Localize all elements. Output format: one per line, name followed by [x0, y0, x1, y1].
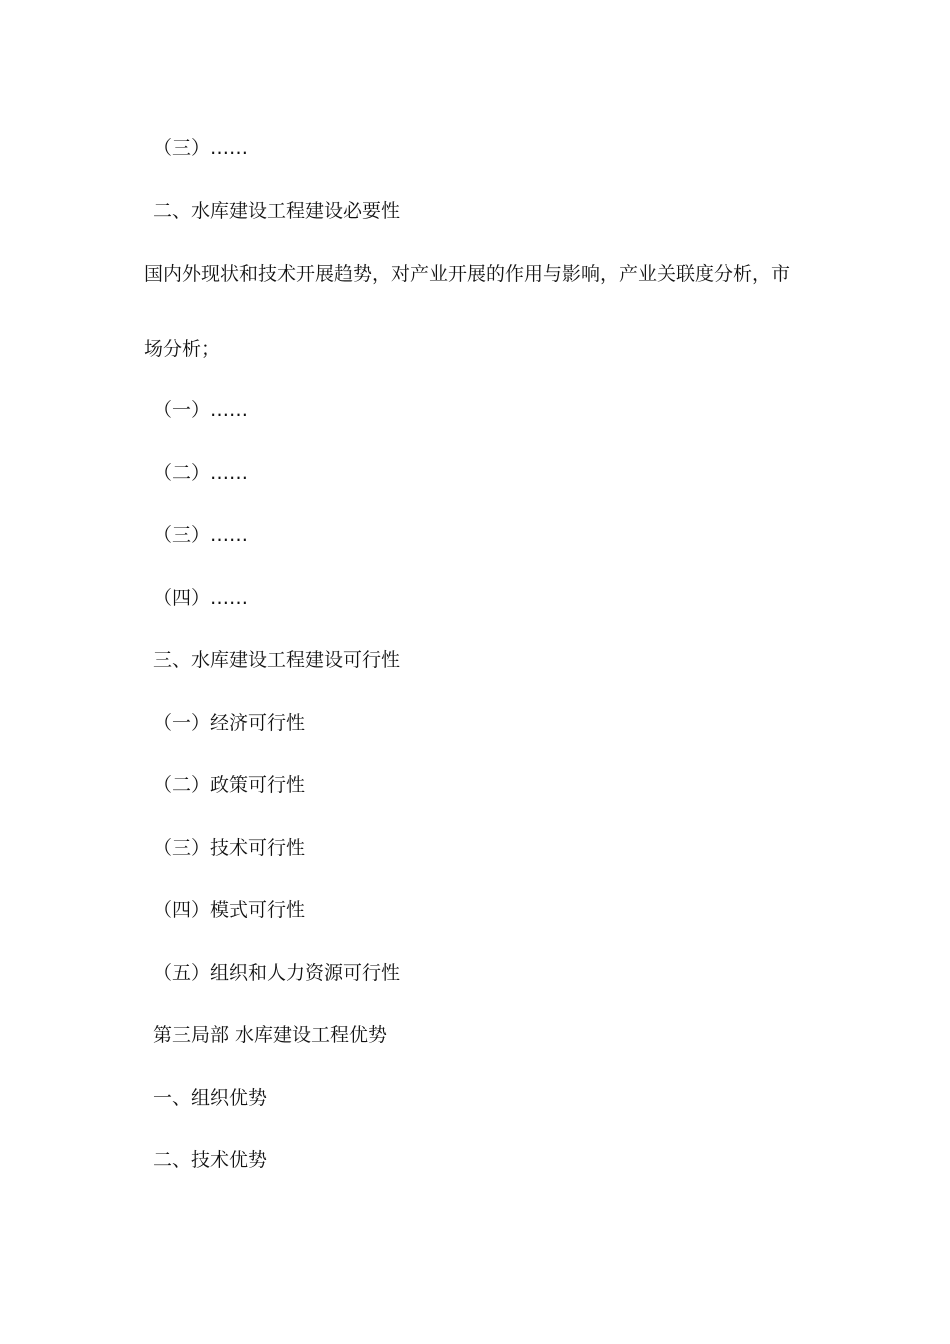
necessity-item-4: （四）…… — [153, 587, 249, 609]
feasibility-item-model: （四）模式可行性 — [153, 899, 306, 921]
section-heading-feasibility: 三、水库建设工程建设可行性 — [153, 649, 401, 671]
section-heading-necessity: 二、水库建设工程建设必要性 — [153, 200, 401, 222]
feasibility-item-technical: （三）技术可行性 — [153, 837, 306, 859]
advantage-item-technology: 二、技术优势 — [153, 1149, 268, 1171]
necessity-item-2: （二）…… — [153, 462, 249, 484]
feasibility-item-organization: （五）组织和人力资源可行性 — [153, 962, 401, 984]
necessity-item-1: （一）…… — [153, 399, 249, 421]
feasibility-item-policy: （二）政策可行性 — [153, 774, 306, 796]
part-heading-advantages: 第三局部 水库建设工程优势 — [153, 1024, 388, 1046]
subsection-3-placeholder: （三）…… — [153, 137, 249, 159]
paragraph-line-2: 场分析； — [144, 338, 221, 360]
paragraph-line-1: 国内外现状和技术开展趋势，对产业开展的作用与影响，产业关联度分析，市 — [144, 263, 791, 285]
necessity-item-3: （三）…… — [153, 524, 249, 546]
feasibility-item-economic: （一）经济可行性 — [153, 712, 306, 734]
advantage-item-organization: 一、组织优势 — [153, 1087, 268, 1109]
